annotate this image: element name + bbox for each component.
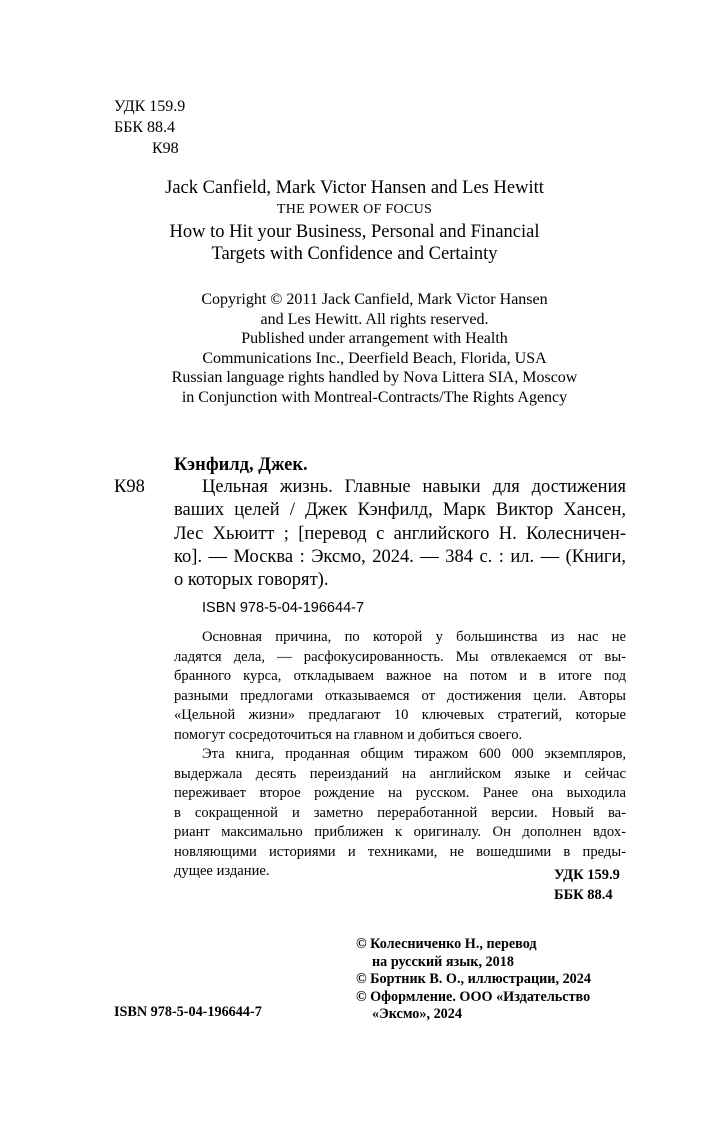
- annotation-line: Эта книга, проданная общим тиражом 600 000 экземпляров,: [202, 746, 626, 762]
- copyright-claims: [356, 936, 591, 1024]
- annotation-line: помогут сосредоточиться на главном и добиться своего.: [174, 726, 523, 743]
- original-subtitle-line: Targets with Confidence and Certainty: [211, 244, 498, 264]
- card-author: Кэнфилд, Джек.: [174, 455, 308, 475]
- annotation-line: переживает второе рождение на русском. Ранее она выходила: [174, 785, 626, 801]
- copyright-line: Published under arrangement with Health: [241, 330, 508, 348]
- copyright-line: Russian language rights handled by Nova Littera SIA, Moscow: [171, 369, 578, 387]
- annotation-line: новляющими историями и техниками, не вошедшими в преды-: [174, 843, 626, 860]
- annotation-line: выдержала десять переизданий на английском языке и сейчас: [174, 765, 626, 782]
- card-isbn: ISBN 978-5-04-196644-7: [202, 600, 365, 616]
- card-description: [174, 476, 626, 592]
- card-desc-line: Цельная жизнь. Главные навыки для достижения: [202, 477, 626, 497]
- annotation-line: «Цельной жизни» предлагают 10 ключевых стратегий, которые: [174, 707, 626, 723]
- original-edition: [0, 177, 709, 265]
- classification-bottom: [554, 865, 620, 905]
- original-subtitle-line: How to Hit your Business, Personal and Financial: [169, 222, 540, 242]
- card-desc-line: Лес Хьюитт ; [перевод с английского Н. Колесничен-: [174, 523, 626, 544]
- annotation-line: риант максимально приближен к оригиналу. Он дополнен вдох-: [174, 824, 626, 840]
- copyright-line: and Les Hewitt. All rights reserved.: [260, 310, 489, 328]
- card-desc-line: ко]. — Москва : Эксмо, 2024. — 384 с. : ил. — (Книги,: [174, 546, 626, 567]
- annotation: [174, 628, 626, 882]
- original-title: THE POWER OF FOCUS: [276, 202, 433, 217]
- udk-code: УДК 159.9: [114, 98, 186, 115]
- annotation-line: ладятся дела, — расфокусированность. Мы отвлекаемся от вы-: [174, 648, 626, 665]
- copyright-line: Copyright © 2011 Jack Canfield, Mark Victor Hansen: [201, 291, 548, 308]
- copyright-line: Communications Inc., Deerfield Beach, Florida, USA: [202, 349, 547, 367]
- claim-translation-cont: на русский язык, 2018: [372, 953, 514, 970]
- copyright-notice: [0, 290, 709, 408]
- bbk-code: ББК 88.4: [114, 119, 176, 136]
- annotation-line: в сокращенной и заметно переработанной версии. Новый ва-: [174, 804, 626, 821]
- annotation-line: бранного курса, откладываем важное на потом и в итоге под: [174, 668, 626, 684]
- copyright-line: in Conjunction with Montreal-Contracts/The Rights Agency: [181, 388, 568, 406]
- card-desc-line: ваших целей / Джек Кэнфилд, Марк Виктор Хансен,: [174, 500, 626, 521]
- bbk-code-bottom: ББК 88.4: [554, 887, 613, 903]
- claim-illustrations: © Бортник В. О., иллюстрации, 2024: [356, 971, 591, 987]
- annotation-line: дущее издание.: [174, 863, 270, 879]
- original-authors: Jack Canfield, Mark Victor Hansen and Les Hewitt: [165, 178, 544, 198]
- claim-translation: © Колесниченко Н., перевод: [356, 936, 537, 952]
- annotation-line: разными предлогами отказываемся от достижения цели. Авторы: [174, 687, 626, 704]
- author-mark: К98: [152, 140, 179, 157]
- udk-code-bottom: УДК 159.9: [554, 867, 620, 883]
- card-desc-line: о которых говорят).: [174, 570, 329, 591]
- card-index: К98: [114, 477, 145, 497]
- claim-design-cont: «Эксмо», 2024: [372, 1006, 462, 1022]
- classification-codes: [114, 96, 185, 159]
- isbn-bottom: ISBN 978-5-04-196644-7: [114, 1004, 262, 1020]
- annotation-line: Основная причина, по которой у большинства из нас не: [202, 629, 626, 645]
- claim-design: © Оформление. ООО «Издательство: [356, 988, 591, 1005]
